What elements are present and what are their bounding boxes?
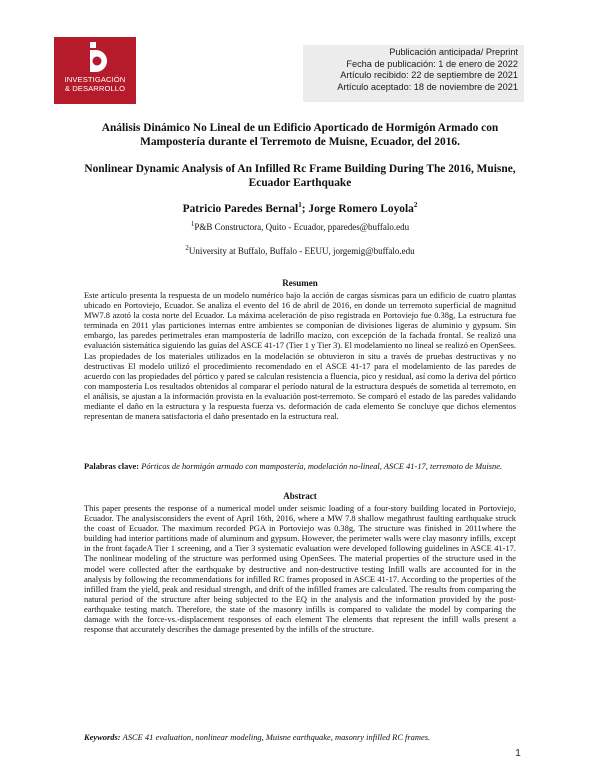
author-1-sup: 1 bbox=[298, 201, 302, 210]
abstract-body: This paper presents the response of a numerical model under seismic loading of a four-story building located in Portoviejo, Ecuador. The analysisconsiders the event of April 16th, 2016, where a MW 7.8 shallow megathrust faulting earthquake struck the coast of Ecuador. The maximum recorded PGA in Portoviejo was 0.38g, The structure was finished in 2011where the building had interior partitions made of aluminum and gypsum. However, the perimeter walls were clay masonry infills, except in the front façadeA Tier 1 screening, and a Tier 3 systematic evaluation were developed following guidelines in ASCE 41-17. The nonlinear modeling of the structure was performed using OpenSees. The material properties of the structure used in the model were collected after the earthquake by destructive and non-destructive testing Infill walls are accounted for in the analysis by following the recommendations for infilled RC frames proposed in ASCE 41-17. According to the properties of the infilled fram the yield, peak and residual strength, and drift of the infilled frames are calculated. The results from comparing the natural period of the structure after being subjected to the EQ in the analysis and the information provided by the post-earthquake testing match. Therefore, the state of the masonry infills is compared to validate the model by comparing the damage with the force-vs.-displacement responses of each element The elements that represent the infill walls present a response that accurately describes the damage presented by the infills of the structure. bbox=[84, 503, 516, 635]
palabras-clave-text: Pórticos de hormigón armado con mampostería, modelación no-lineal, ASCE 41-17, terremoto de Muisne. bbox=[141, 461, 503, 471]
affiliation-1 bbox=[70, 222, 530, 233]
author-2-sup: 2 bbox=[413, 201, 418, 210]
abstract-heading: Abstract bbox=[283, 491, 317, 501]
keywords-text: ASCE 41 evaluation, nonlinear modeling, Muisne earthquake, masonry infilled RC frames. bbox=[122, 732, 431, 742]
preprint-label: Publicación anticipada/ Preprint bbox=[389, 47, 518, 57]
affiliation-2-text: University at Buffalo, Buffalo - EEUU, jorgemig@buffalo.edu bbox=[188, 246, 415, 256]
title-english: Nonlinear Dynamic Analysis of An Infilled Rc Frame Building During The 2016, Muisne, Ecuador Earthquake bbox=[84, 163, 516, 189]
keywords-label: Keywords: bbox=[84, 732, 121, 742]
logo-line-2: & DESARROLLO bbox=[64, 84, 126, 93]
accepted-date: Artículo aceptado: 18 de noviembre de 2021 bbox=[337, 81, 518, 92]
page-number: 1 bbox=[515, 748, 521, 759]
authors-line bbox=[70, 202, 530, 216]
author-separator: ; bbox=[301, 203, 309, 215]
keywords bbox=[84, 732, 516, 742]
affiliation-1-sup: 1 bbox=[190, 220, 195, 228]
palabras-clave-label: Palabras clave: bbox=[84, 461, 140, 471]
affiliation-2 bbox=[70, 246, 530, 257]
received-date: Artículo recibido: 22 de septiembre de 2021 bbox=[340, 70, 518, 81]
journal-logo bbox=[54, 37, 136, 104]
palabras-clave bbox=[84, 461, 516, 471]
id-logo-icon bbox=[78, 40, 112, 74]
resumen-heading: Resumen bbox=[282, 278, 318, 288]
resumen-body: Este artículo presenta la respuesta de un modelo numérico bajo la acción de cargas sísmicas para un edificio de cuatro plantas ubicado en Portoviejo, Ecuador. Se analiza el evento del 16 de abril de 2016, en donde un terremoto superficial de magnitud MW7.8 azotó la costa norte del Ecuador. La máxima aceleración de piso registrada en Portoviejo fue 0.38g, La estructura fue terminada en 2011 ylas particiones internas entre ambientes se componían de divisiones ligeras de aluminio y gypsum. Sin embargo, las paredes perimetrales eran mampostería de ladrillo macizo, con excepción de la fachada frontal. Se realizó una evaluación sistemática siguiendo las guías del ASCE 41-17 (Tier 1 y Tier 3). El modelamiento no lineal se realizó en OpenSees. Las propiedades de los materiales utilizados en la modelación se obtuvieron in situ a través de pruebas destructivas y no destructivas El modelo utilizó el procedimiento recomendado en el ASCE 41-17 para el modelamiento de las paredes de acuerdo con las propiedades del pórtico y pared se calculan resistencia a fluencia, pico y residual, así como la deriva del pórtico con mampostería Los resultados obtenidos al comparar el período natural de la estructura después de sometida al terremoto, en el análisis, se ajustan a la información provista en la evaluación post-terremoto. Se comparó el estado de las paredes validando mediante el daño en la estructura y la respuesta fuerza vs. deformación de cada elemento Se concluye que dichos elementos representan de manera satisfactoria el daño presentado en la estructura real. bbox=[84, 290, 516, 422]
publication-date: Fecha de publicación: 1 de enero de 2022 bbox=[346, 58, 518, 69]
logo-line-1: INVESTIGACIÓN bbox=[64, 75, 126, 84]
logo-text bbox=[54, 75, 136, 93]
affiliation-1-text: P&B Constructora, Quito - Ecuador, pparedes@buffalo.edu bbox=[194, 222, 410, 232]
publication-info-box bbox=[303, 45, 524, 102]
affiliation-2-sup: 2 bbox=[185, 244, 189, 252]
author-2: Jorge Romero Loyola bbox=[308, 203, 414, 215]
title-spanish: Análisis Dinámico No Lineal de un Edificio Aporticado de Hormigón Armado con Mampostería durante el Terremoto de Muisne, Ecuador, del 2016. bbox=[101, 122, 499, 148]
author-1: Patricio Paredes Bernal bbox=[182, 203, 299, 215]
